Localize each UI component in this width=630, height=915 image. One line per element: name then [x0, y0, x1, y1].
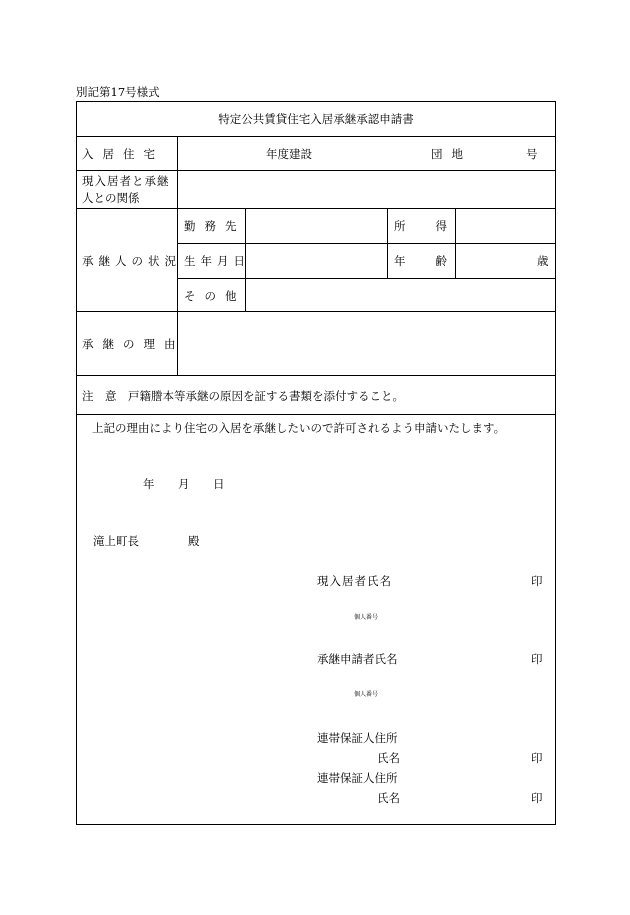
- application-statement: 上記の理由により住宅の入居を承継したいので許可されるよう申請いたします。: [92, 421, 506, 435]
- reason-label: 承継の理由: [82, 337, 185, 351]
- form-title: 特定公共賃貸住宅入居承継承認申請書: [218, 112, 414, 126]
- date-day: 日: [213, 477, 225, 491]
- housing-number: 号: [526, 147, 538, 161]
- income-label: 所得: [394, 219, 477, 233]
- relationship-label-line2: 人との関係: [82, 191, 140, 205]
- guarantor1-seal: 印: [531, 751, 543, 765]
- row-divider: [177, 243, 556, 244]
- guarantor2-name-label: 氏名: [377, 791, 400, 805]
- application-form: [76, 101, 556, 825]
- relationship-label-line1: 現入居者と承継: [82, 174, 170, 188]
- row-divider: [76, 311, 556, 312]
- age-unit: 歳: [537, 254, 549, 268]
- current-resident-seal: 印: [531, 574, 543, 588]
- date-month: 月: [178, 477, 190, 491]
- current-resident-personal-number: 個人番号: [354, 614, 379, 621]
- addressee: 滝上町長: [93, 534, 139, 548]
- row-divider: [76, 414, 556, 415]
- note-text: 戸籍謄本等承継の原因を証する書類を添付すること。: [128, 389, 404, 403]
- row-divider: [76, 170, 556, 171]
- guarantor1-address-label: 連帯保証人住所: [317, 731, 398, 745]
- age-label: 年齢: [394, 254, 477, 268]
- guarantor2-address-label: 連帯保証人住所: [317, 771, 398, 785]
- form-number: 別記第17号様式: [76, 85, 160, 99]
- row-divider: [76, 375, 556, 376]
- row-divider: [76, 208, 556, 209]
- workplace-label: 勤務先: [184, 219, 246, 233]
- housing-label: 入居住宅: [82, 147, 164, 161]
- housing-year-built: 年度建設: [266, 147, 312, 161]
- applicant-seal: 印: [531, 652, 543, 666]
- housing-complex: 団地: [431, 147, 472, 161]
- successor-status-label: 承継人の状況: [82, 254, 181, 268]
- note-prefix: 注 意: [82, 389, 117, 403]
- row-divider: [76, 136, 556, 137]
- guarantor2-seal: 印: [531, 791, 543, 805]
- other-label: その他: [184, 289, 246, 303]
- current-resident-label: 現入居者氏名: [317, 574, 392, 588]
- date-year: 年: [143, 477, 155, 491]
- row-divider: [177, 278, 556, 279]
- column-divider: [387, 208, 388, 278]
- applicant-personal-number: 個人番号: [354, 691, 379, 698]
- birthdate-label: 生年月日: [184, 254, 250, 268]
- honorific: 殿: [188, 534, 200, 548]
- applicant-label: 承継申請者氏名: [317, 652, 398, 666]
- guarantor1-name-label: 氏名: [377, 751, 400, 765]
